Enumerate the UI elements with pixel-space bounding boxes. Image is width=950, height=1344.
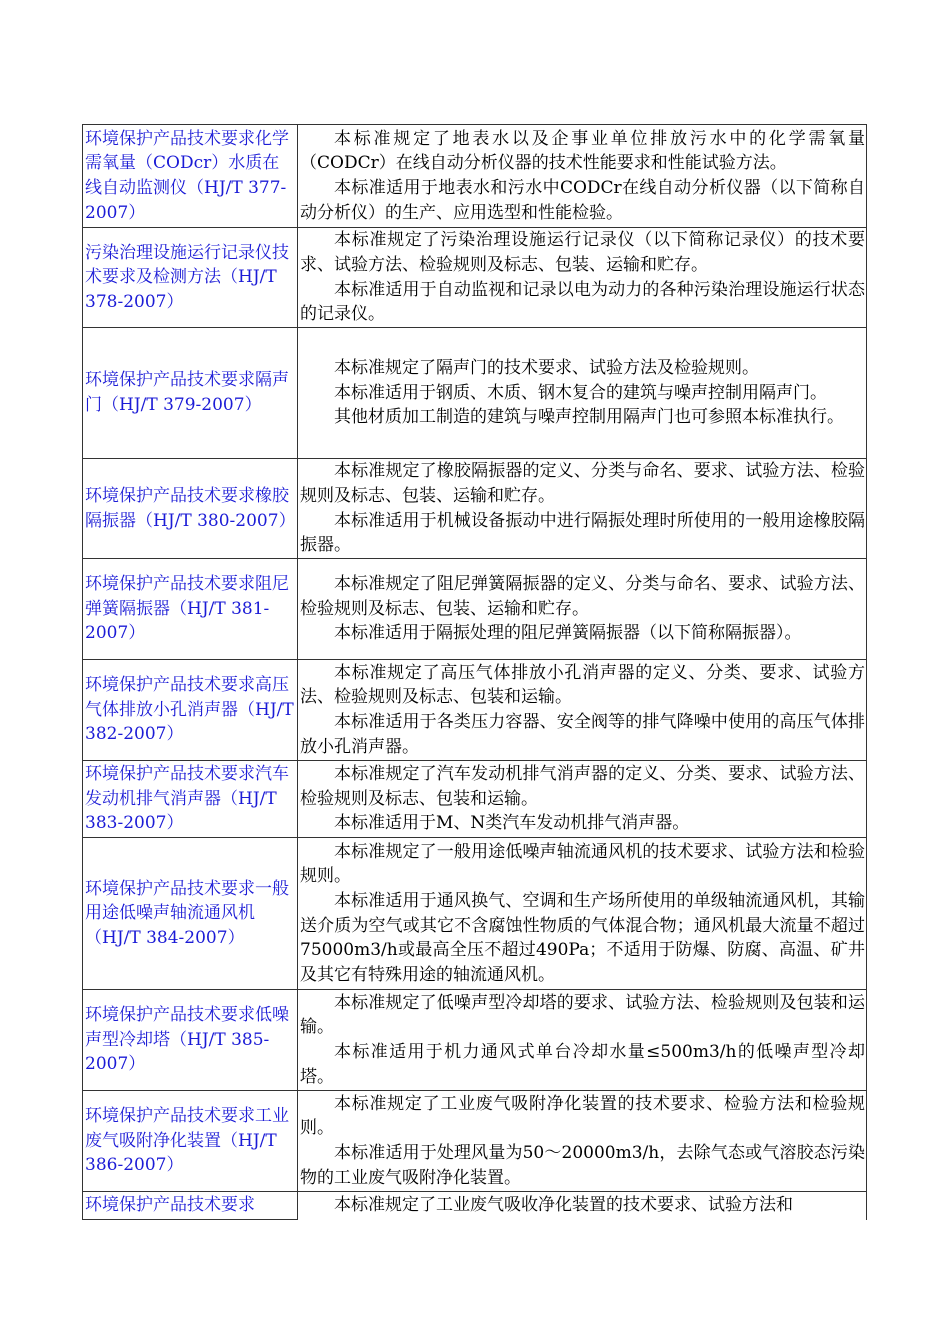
standard-title-cell xyxy=(83,1091,298,1192)
table-row xyxy=(83,990,867,1091)
standard-title-link[interactable]: 污染治理设施运行记录仪技术要求及检测方法（HJ/T 378-2007） xyxy=(85,242,289,312)
description-paragraph: 本标准规定了橡胶隔振器的定义、分类与命名、要求、试验方法、检验规则及标志、包装、运输和贮存。 xyxy=(300,461,865,506)
standard-title-cell xyxy=(83,125,298,228)
description-paragraph: 本标准适用于钢质、木质、钢木复合的建筑与噪声控制用隔声门。 xyxy=(334,382,827,403)
standard-title-link[interactable]: 环境保护产品技术要求低噪声型冷却塔（HJ/T 385-2007） xyxy=(85,1005,289,1075)
table-row xyxy=(83,228,867,328)
standard-title-link[interactable]: 环境保护产品技术要求橡胶隔振器（HJ/T 380-2007） xyxy=(85,485,296,531)
standard-description-cell xyxy=(298,838,867,990)
description-paragraph: 本标准适用于通风换气、空调和生产场所使用的单级轴流通风机，其输送介质为空气或其它不含腐蚀性物质的气体混合物；通风机最大流量不超过75000m3/h或最高全压不超过490Pa；不适用于防爆、防腐、高温、矿井及其它有特殊用途的轴流通风机。 xyxy=(300,890,865,985)
table-row xyxy=(83,761,867,838)
description-paragraph: 本标准适用于隔振处理的阻尼弹簧隔振器（以下简称隔振器）。 xyxy=(334,623,802,644)
standard-title-cell xyxy=(83,459,298,559)
table-row xyxy=(83,1091,867,1192)
standards-table-body xyxy=(83,125,867,1220)
description-paragraph: 本标准适用于各类压力容器、安全阀等的排气降噪中使用的高压气体排放小孔消声器。 xyxy=(300,712,865,757)
description-paragraph: 本标准规定了阻尼弹簧隔振器的定义、分类与命名、要求、试验方法、检验规则及标志、包装、运输和贮存。 xyxy=(300,574,865,619)
standard-title-cell xyxy=(83,228,298,328)
description-paragraph: 本标准规定了低噪声型冷却塔的要求、试验方法、检验规则及包装和运输。 xyxy=(300,992,865,1038)
description-paragraph: 其他材质加工制造的建筑与噪声控制用隔声门也可参照本标准执行。 xyxy=(334,407,844,428)
description-paragraph: 本标准规定了工业废气吸附净化装置的技术要求、检验方法和检验规则。 xyxy=(300,1093,865,1139)
standard-description-cell xyxy=(298,761,867,838)
standard-title-cell xyxy=(83,761,298,838)
standard-title-cell xyxy=(83,660,298,761)
standards-table xyxy=(82,124,867,1220)
table-row xyxy=(83,328,867,459)
table-row xyxy=(83,1192,867,1220)
standard-title-link[interactable]: 环境保护产品技术要求 xyxy=(85,1195,255,1216)
description-paragraph: 本标准适用于地表水和污水中CODCr在线自动分析仪器（以下简称自动分析仪）的生产、应用选型和性能检验。 xyxy=(300,178,865,223)
description-paragraph: 本标准规定了一般用途低噪声轴流通风机的技术要求、试验方法和检验规则。 xyxy=(300,841,865,887)
standard-title-cell xyxy=(83,990,298,1091)
standard-description-cell xyxy=(298,125,867,228)
description-paragraph: 本标准适用于自动监视和记录以电为动力的各种污染治理设施运行状态的记录仪。 xyxy=(300,279,865,325)
description-paragraph: 本标准规定了隔声门的技术要求、试验方法及检验规则。 xyxy=(334,358,759,379)
standard-title-cell xyxy=(83,559,298,660)
standard-description-cell xyxy=(298,990,867,1091)
standard-title-link[interactable]: 环境保护产品技术要求化学需氧量（CODcr）水质在线自动监测仪（HJ/T 377-2007） xyxy=(85,128,289,223)
standard-title-link[interactable]: 环境保护产品技术要求高压气体排放小孔消声器（HJ/T 382-2007） xyxy=(85,675,294,745)
standard-title-cell xyxy=(83,838,298,990)
standard-title-link[interactable]: 环境保护产品技术要求汽车发动机排气消声器（HJ/T 383-2007） xyxy=(85,764,289,834)
standard-description-cell xyxy=(298,1192,867,1220)
description-paragraph: 本标准适用于机械设备振动中进行隔振处理时所使用的一般用途橡胶隔振器。 xyxy=(300,510,865,556)
table-row xyxy=(83,660,867,761)
description-paragraph: 本标准规定了工业废气吸收净化装置的技术要求、试验方法和 xyxy=(334,1195,793,1216)
description-paragraph: 本标准规定了汽车发动机排气消声器的定义、分类、要求、试验方法、检验规则及标志、包装和运输。 xyxy=(300,764,865,809)
description-paragraph: 本标准规定了污染治理设施运行记录仪（以下简称记录仪）的技术要求、试验方法、检验规则及标志、包装、运输和贮存。 xyxy=(300,230,865,275)
description-paragraph: 本标准适用于M、N类汽车发动机排气消声器。 xyxy=(334,813,690,834)
standard-title-link[interactable]: 环境保护产品技术要求隔声门（HJ/T 379-2007） xyxy=(85,370,289,415)
standard-description-cell xyxy=(298,328,867,459)
description-paragraph: 本标准适用于机力通风式单台冷却水量≤500m3/h的低噪声型冷却塔。 xyxy=(300,1042,865,1087)
standard-description-cell xyxy=(298,459,867,559)
table-row xyxy=(83,125,867,228)
table-row xyxy=(83,459,867,559)
standard-description-cell xyxy=(298,559,867,660)
standard-title-link[interactable]: 环境保护产品技术要求一般用途低噪声轴流通风机（HJ/T 384-2007） xyxy=(85,878,289,948)
standard-description-cell xyxy=(298,660,867,761)
description-paragraph: 本标准规定了高压气体排放小孔消声器的定义、分类、要求、试验方法、检验规则及标志、包装和运输。 xyxy=(300,662,865,708)
standard-title-link[interactable]: 环境保护产品技术要求工业废气吸附净化装置（HJ/T 386-2007） xyxy=(85,1106,289,1176)
description-paragraph: 本标准规定了地表水以及企事业单位排放污水中的化学需氧量（CODCr）在线自动分析仪器的技术性能要求和性能试验方法。 xyxy=(300,128,865,174)
table-row xyxy=(83,838,867,990)
standard-description-cell xyxy=(298,1091,867,1192)
standard-title-cell xyxy=(83,1192,298,1220)
standard-title-link[interactable]: 环境保护产品技术要求阻尼弹簧隔振器（HJ/T 381-2007） xyxy=(85,574,289,644)
description-paragraph: 本标准适用于处理风量为50～20000m3/h，去除气态或气溶胶态污染物的工业废气吸附净化装置。 xyxy=(300,1143,865,1188)
standard-description-cell xyxy=(298,228,867,328)
standard-title-cell xyxy=(83,328,298,459)
table-row xyxy=(83,559,867,660)
